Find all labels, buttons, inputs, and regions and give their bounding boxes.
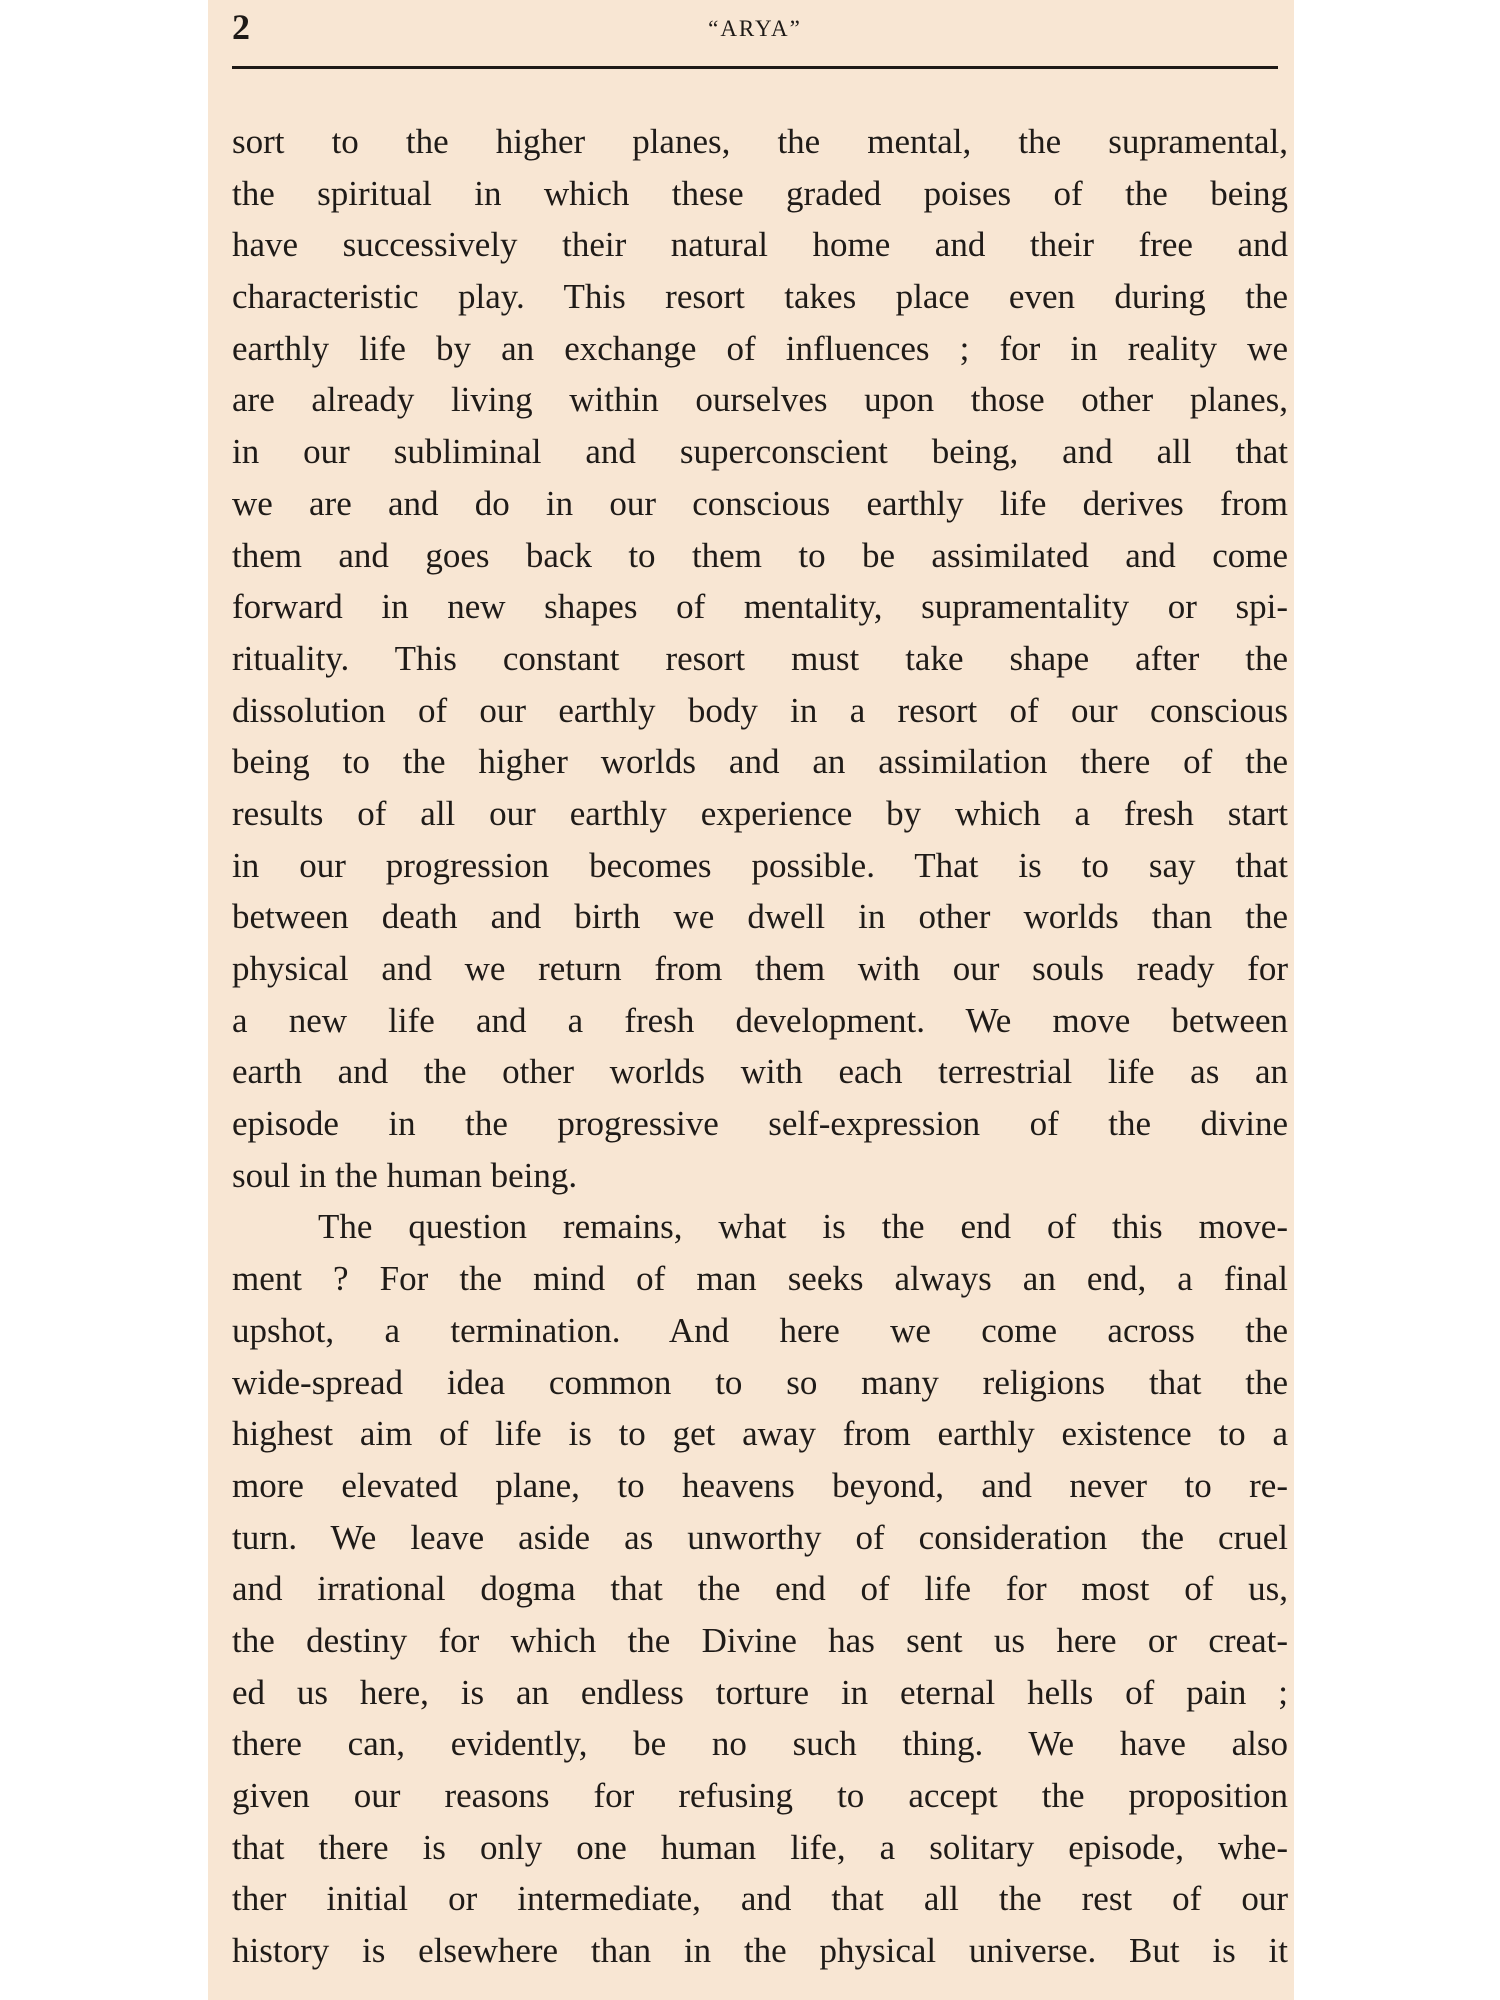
paragraph-first-line: The question remains, what is the end of this move-	[318, 1207, 1288, 1247]
text-line: earth and the other worlds with each terrestrial life as an	[232, 1052, 1288, 1092]
text-line: a new life and a fresh development. We move between	[232, 1000, 1288, 1040]
paragraph-end-line: soul in the human being.	[232, 1155, 578, 1195]
text-line: and irrational dogma that the end of life for most of us,	[232, 1569, 1288, 1609]
book-page	[208, 0, 1294, 2000]
text-line: there can, evidently, be no such thing. We have also	[232, 1724, 1288, 1764]
text-line: characteristic play. This resort takes place even during the	[232, 277, 1288, 317]
text-line: results of all our earthly experience by which a fresh start	[232, 793, 1288, 833]
header-rule	[232, 66, 1278, 69]
body-text	[232, 116, 1288, 1977]
text-line: them and goes back to them to be assimilated and come	[232, 535, 1288, 575]
text-line: more elevated plane, to heavens beyond, and never to re-	[232, 1465, 1288, 1505]
running-title: “ARYA”	[708, 16, 802, 41]
text-line: dissolution of our earthly body in a resort of our conscious	[232, 690, 1288, 730]
text-line: sort to the higher planes, the mental, the supramental,	[232, 122, 1288, 161]
page-number: 2	[232, 7, 250, 47]
text-line: we are and do in our conscious earthly life derives from	[232, 483, 1288, 523]
text-line: are already living within ourselves upon those other planes,	[232, 380, 1288, 420]
text-line: have successively their natural home and their free and	[232, 225, 1288, 265]
text-line: being to the higher worlds and an assimilation there of the	[232, 742, 1288, 782]
text-line: wide-spread idea common to so many religions that the	[232, 1362, 1288, 1402]
text-line: in our progression becomes possible. That is to say that	[232, 845, 1288, 885]
text-line: ther initial or intermediate, and that all the rest of our	[232, 1879, 1288, 1919]
text-line: upshot, a termination. And here we come across the	[232, 1310, 1288, 1350]
text-line: turn. We leave aside as unworthy of consideration the cruel	[232, 1517, 1288, 1557]
text-line: forward in new shapes of mentality, supramentality or spi-	[232, 587, 1288, 627]
text-line: the destiny for which the Divine has sent us here or creat-	[232, 1620, 1288, 1660]
text-line: that there is only one human life, a solitary episode, whe-	[232, 1827, 1288, 1867]
text-line: ment ? For the mind of man seeks always an end, a final	[232, 1259, 1288, 1299]
text-line: episode in the progressive self-expression of the divine	[232, 1104, 1288, 1144]
text-line: rituality. This constant resort must take shape after the	[232, 638, 1288, 678]
text-line: physical and we return from them with our souls ready for	[232, 949, 1288, 988]
text-line: highest aim of life is to get away from earthly existence to a	[232, 1414, 1288, 1454]
text-line: history is elsewhere than in the physical universe. But is it	[232, 1931, 1288, 1971]
text-line: between death and birth we dwell in other worlds than the	[232, 897, 1288, 937]
text-line: in our subliminal and superconscient being, and all that	[232, 432, 1288, 472]
text-line: earthly life by an exchange of influences ; for in reality we	[232, 328, 1288, 368]
text-line: given our reasons for refusing to accept the proposition	[232, 1776, 1288, 1815]
page-header	[232, 4, 1278, 62]
text-line: the spiritual in which these graded poises of the being	[232, 173, 1288, 213]
text-line: ed us here, is an endless torture in eternal hells of pain ;	[232, 1672, 1288, 1712]
